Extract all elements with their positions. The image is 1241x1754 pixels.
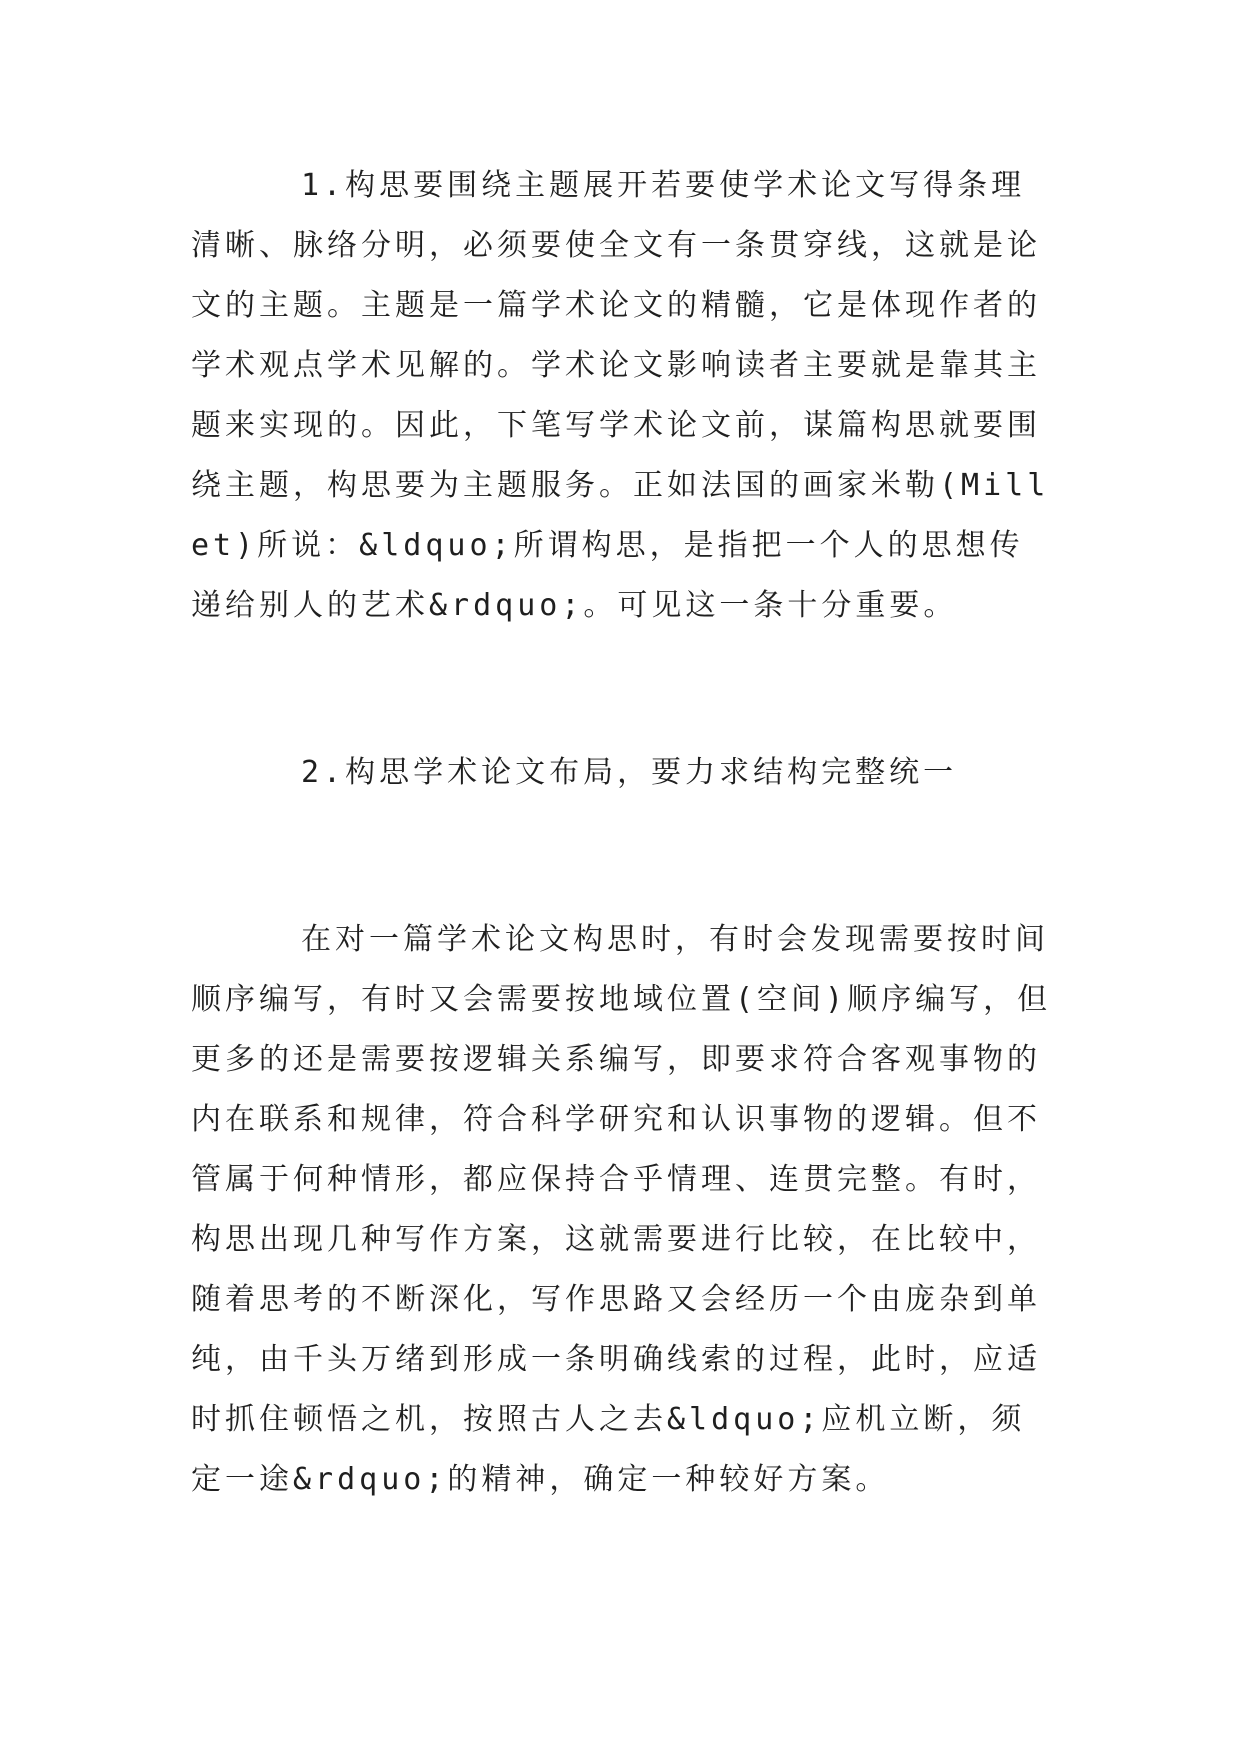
paragraph-theme: 1.构思要围绕主题展开若要使学术论文写得条理清晰、脉络分明，必须要使全文有一条贯穿线，这就是论文的主题。主题是一篇学术论文的精髓，它是体现作者的学术观点学术见解的。学术论文影响读者主要就是靠其主题来实现的。因此，下笔写学术论文前，谋篇构思就要围绕主题，构思要为主题服务。正如法国的画家米勒(Millet)所说：&ldquo;所谓构思，是指把一个人的思想传递给别人的艺术&rdquo;。可见这一条十分重要。	[191, 168, 1050, 623]
paragraph-structure: 在对一篇学术论文构思时，有时会发现需要按时间顺序编写，有时又会需要按地域位置(空间)顺序编写，但更多的还是需要按逻辑关系编写，即要求符合客观事物的内在联系和规律，符合科学研究和认识事物的逻辑。但不管属于何种情形，都应保持合乎情理、连贯完整。有时，构思出现几种写作方案，这就需要进行比较，在比较中，随着思考的不断深化，写作思路又会经历一个由庞杂到单纯，由千头万绪到形成一条明确线索的过程，此时，应适时抓住顿悟之机，按照古人之去&ldquo;应机立断，须定一途&rdquo;的精神，确定一种较好方案。	[191, 922, 1052, 1497]
section-heading-layout: 2.构思学术论文布局，要力求结构完整统一	[301, 755, 958, 790]
